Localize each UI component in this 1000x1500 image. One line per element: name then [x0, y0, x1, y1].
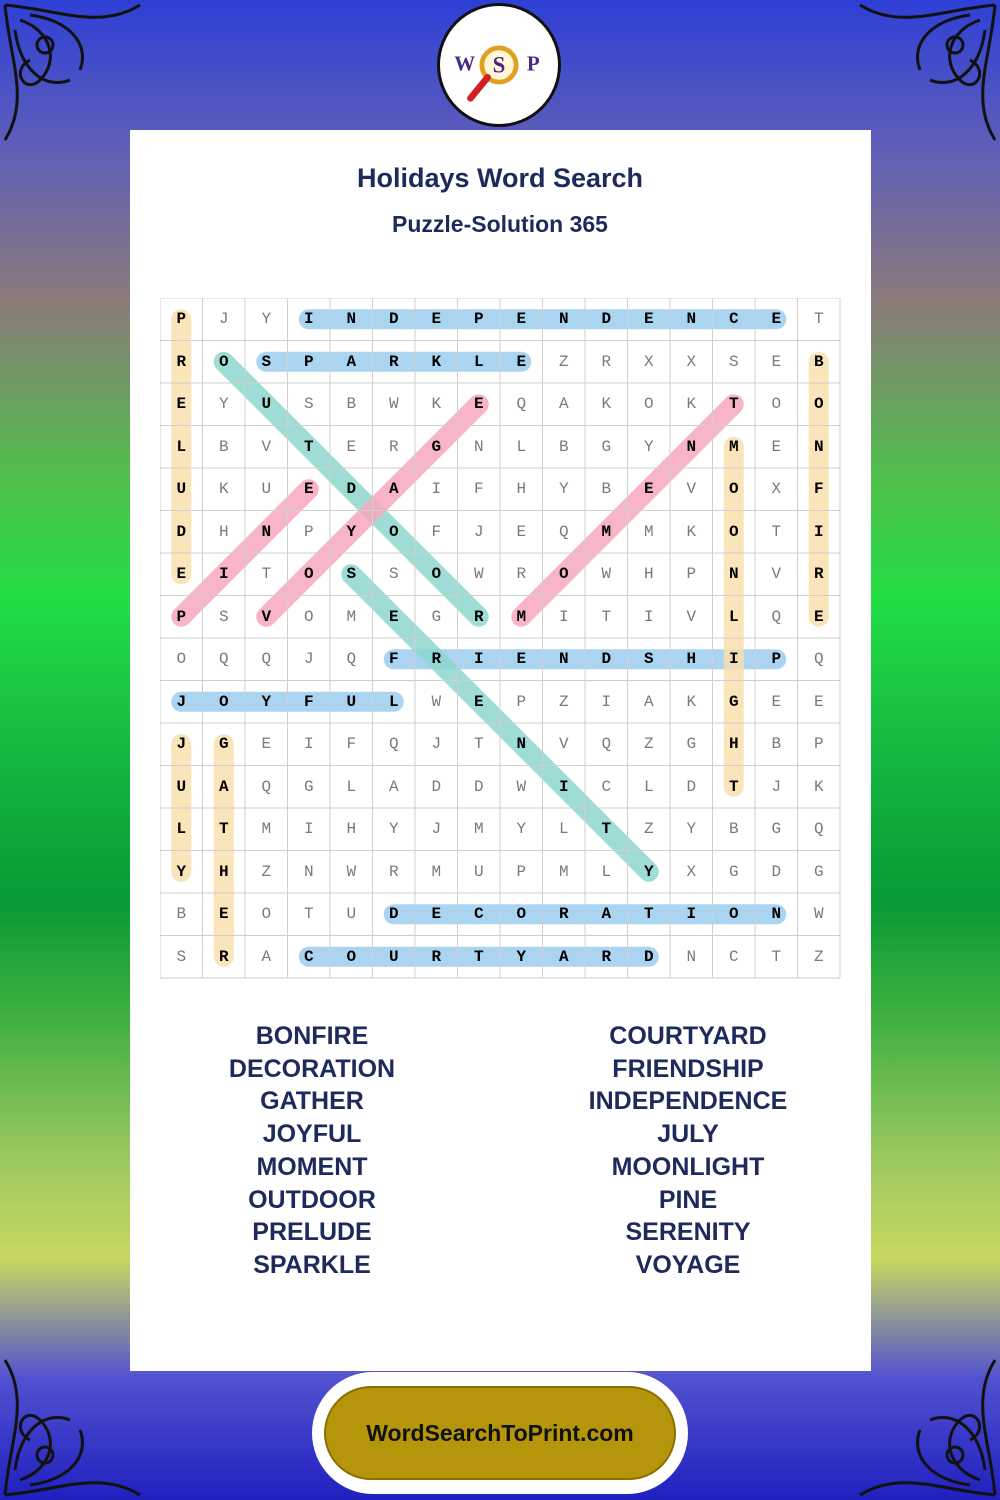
grid-letter: O	[303, 607, 314, 626]
grid-letter: E	[516, 522, 527, 541]
grid-letter: J	[473, 522, 484, 541]
grid-letter: T	[771, 947, 782, 966]
page-title: Holidays Word Search	[356, 163, 644, 193]
word-list-left	[152, 1020, 472, 1282]
word-list-item: BONFIRE	[255, 1022, 369, 1050]
grid-letter: T	[601, 607, 612, 626]
grid-letter: K	[601, 395, 612, 414]
grid-letter: M	[261, 820, 272, 839]
grid-letter: O	[771, 395, 782, 414]
grid-letter: D	[388, 310, 399, 329]
grid-letter: B	[346, 395, 357, 414]
grid-letter: I	[303, 310, 314, 329]
word-list-item: COURTYARD	[609, 1022, 767, 1050]
word-list-right	[528, 1020, 848, 1282]
grid-letter: R	[601, 352, 612, 371]
grid-letter: A	[643, 692, 654, 711]
grid-letter: N	[686, 437, 697, 456]
grid-letter: R	[176, 352, 187, 371]
grid-letter: G	[431, 607, 442, 626]
grid-letter: W	[431, 692, 442, 711]
grid-letter: H	[516, 480, 527, 499]
grid-letter: Q	[601, 735, 612, 754]
grid-letter: L	[473, 352, 484, 371]
grid-letter: R	[388, 862, 399, 881]
grid-letter: N	[813, 437, 824, 456]
grid-letter: R	[558, 905, 569, 924]
grid-letter: P	[516, 862, 527, 881]
grid-letter: I	[473, 650, 484, 669]
grid-letter: Z	[813, 947, 824, 966]
grid-letter: E	[346, 437, 357, 456]
grid-letter: X	[686, 862, 697, 881]
grid-letter: Y	[686, 820, 697, 839]
grid-letter: E	[643, 480, 654, 499]
grid-letter: Q	[388, 735, 399, 754]
grid-letter: T	[771, 522, 782, 541]
grid-letter: I	[303, 820, 314, 839]
grid-letter: K	[218, 480, 229, 499]
grid-letter: I	[643, 607, 654, 626]
grid-letter: J	[431, 820, 442, 839]
grid-letter: Y	[516, 820, 527, 839]
magnifier-logo-icon	[440, 6, 558, 124]
grid-letter: P	[813, 735, 824, 754]
grid-letter: X	[686, 352, 697, 371]
grid-letter: P	[686, 565, 697, 584]
grid-letter: Y	[346, 522, 357, 541]
word-list-item: PINE	[658, 1185, 718, 1214]
grid-letter: Z	[558, 352, 569, 371]
grid-letter: Y	[261, 310, 272, 329]
grid-letter: I	[218, 565, 229, 584]
grid-letter: S	[261, 352, 272, 371]
grid-letter: V	[558, 735, 569, 754]
grid-letter: D	[388, 905, 399, 924]
grid-letter: N	[303, 862, 314, 881]
grid-letter: D	[601, 650, 612, 669]
grid-letter: Y	[516, 947, 527, 966]
grid-letter: Y	[643, 862, 654, 881]
grid-letter: C	[601, 777, 612, 796]
grid-letter: T	[303, 905, 314, 924]
grid-letter: U	[261, 480, 272, 499]
grid-letter: C	[728, 947, 739, 966]
grid-letter: O	[516, 905, 527, 924]
grid-letter: M	[346, 607, 357, 626]
grid-letter: Z	[261, 862, 272, 881]
logo-letter-w: W	[454, 51, 476, 76]
word-list-item: FRIENDSHIP	[612, 1054, 764, 1083]
grid-letter: Q	[516, 395, 527, 414]
grid-letter: J	[431, 735, 442, 754]
grid-letter: C	[473, 905, 484, 924]
grid-letter: A	[346, 352, 357, 371]
grid-letter: C	[303, 947, 314, 966]
grid-letter: R	[516, 565, 527, 584]
grid-letter: G	[728, 692, 739, 711]
grid-letter: T	[728, 777, 739, 796]
grid-letter: G	[601, 437, 612, 456]
grid-letter: A	[558, 947, 569, 966]
grid-letter: V	[261, 607, 272, 626]
grid-letter: C	[728, 310, 739, 329]
grid-letter: L	[346, 777, 357, 796]
grid-letter: R	[388, 352, 399, 371]
grid-letter: F	[388, 650, 399, 669]
grid-letter: F	[303, 692, 314, 711]
grid-letter: S	[218, 607, 229, 626]
grid-letter: K	[686, 692, 697, 711]
grid-letter: L	[643, 777, 654, 796]
grid-letter: B	[218, 437, 229, 456]
grid-letter: Q	[813, 650, 824, 669]
site-logo	[437, 3, 561, 127]
grid-letter: H	[218, 862, 229, 881]
grid-letter: R	[431, 947, 442, 966]
grid-letter: T	[813, 310, 824, 329]
grid-letter: N	[261, 522, 272, 541]
grid-letter: E	[431, 310, 442, 329]
grid-letter: O	[303, 565, 314, 584]
word-list-item: MOONLIGHT	[611, 1152, 765, 1181]
grid-letter: E	[643, 310, 654, 329]
grid-letter: O	[728, 905, 739, 924]
ornament-corner-top-left-icon	[0, 0, 150, 150]
grid-letter: N	[686, 947, 697, 966]
grid-letter: O	[176, 650, 187, 669]
grid-letter: J	[771, 777, 782, 796]
grid-letter: E	[431, 905, 442, 924]
grid-letter: P	[176, 607, 187, 626]
word-list-item: GATHER	[260, 1087, 364, 1116]
grid-letter: Z	[643, 820, 654, 839]
grid-letter: G	[303, 777, 314, 796]
grid-letter: B	[558, 437, 569, 456]
grid-letter: O	[218, 352, 229, 371]
website-link-button[interactable]: WordSearchToPrint.com	[324, 1386, 676, 1480]
grid-letter: Z	[558, 692, 569, 711]
grid-letter: H	[728, 735, 739, 754]
grid-letter: N	[516, 735, 527, 754]
ornament-corner-top-right-icon	[850, 0, 1000, 150]
word-list-item: OUTDOOR	[248, 1185, 376, 1214]
grid-letter: L	[176, 437, 187, 456]
grid-letter: E	[261, 735, 272, 754]
word-list-item: PRELUDE	[252, 1218, 372, 1247]
grid-letter: G	[218, 735, 229, 754]
grid-letter: D	[346, 480, 357, 499]
grid-letter: P	[303, 352, 314, 371]
grid-letter: A	[601, 905, 612, 924]
grid-letter: N	[686, 310, 697, 329]
grid-letter: F	[431, 522, 442, 541]
grid-letter: G	[771, 820, 782, 839]
grid-letter: I	[431, 480, 442, 499]
grid-letter: O	[346, 947, 357, 966]
grid-letter: M	[558, 862, 569, 881]
logo-letter-s: S	[492, 52, 506, 78]
grid-letter: E	[813, 692, 824, 711]
grid-letter: T	[601, 820, 612, 839]
ornament-corner-bottom-left-icon	[0, 1350, 150, 1500]
grid-letter: G	[728, 862, 739, 881]
grid-letter: S	[728, 352, 739, 371]
grid-letter: I	[686, 905, 697, 924]
grid-letter: D	[771, 862, 782, 881]
word-list-item: JOYFUL	[262, 1120, 362, 1149]
grid-letter: T	[473, 735, 484, 754]
grid-letter: T	[218, 820, 229, 839]
word-list-item: SPARKLE	[253, 1250, 371, 1279]
grid-letter: A	[388, 777, 399, 796]
grid-letter: O	[558, 565, 569, 584]
grid-letter: F	[346, 735, 357, 754]
grid-letter: I	[728, 650, 739, 669]
grid-letter: M	[516, 607, 527, 626]
grid-letter: H	[218, 522, 229, 541]
word-list-item: DECORATION	[228, 1054, 396, 1083]
grid-letter: F	[473, 480, 484, 499]
grid-letter: M	[473, 820, 484, 839]
word-list-item: SERENITY	[625, 1218, 751, 1247]
grid-letter: E	[303, 480, 314, 499]
grid-letter: S	[303, 395, 314, 414]
grid-letter: Y	[176, 862, 187, 881]
grid-letter: M	[431, 862, 442, 881]
grid-letter: E	[813, 607, 824, 626]
grid-letter: W	[601, 565, 612, 584]
grid-letter: Z	[643, 735, 654, 754]
grid-letter: R	[388, 437, 399, 456]
grid-letter: A	[388, 480, 399, 499]
grid-letter: R	[601, 947, 612, 966]
grid-letter: V	[771, 565, 782, 584]
grid-letter: R	[218, 947, 229, 966]
grid-letter: E	[771, 352, 782, 371]
grid-letter: X	[771, 480, 782, 499]
grid-letter: J	[176, 692, 187, 711]
grid-letter: Y	[643, 437, 654, 456]
grid-letter: K	[813, 777, 824, 796]
grid-letter: X	[643, 352, 654, 371]
grid-letter: K	[686, 522, 697, 541]
grid-letter: G	[686, 735, 697, 754]
grid-letter: Q	[771, 607, 782, 626]
grid-letter: H	[686, 650, 697, 669]
grid-letter: P	[516, 692, 527, 711]
grid-letter: O	[218, 692, 229, 711]
grid-letter: V	[686, 607, 697, 626]
grid-letter: E	[771, 310, 782, 329]
grid-letter: D	[601, 310, 612, 329]
grid-letter: K	[686, 395, 697, 414]
grid-letter: S	[643, 650, 654, 669]
grid-letter: L	[558, 820, 569, 839]
grid-letter: E	[771, 692, 782, 711]
grid-letter: O	[388, 522, 399, 541]
grid-letter: Y	[558, 480, 569, 499]
grid-letter: V	[261, 437, 272, 456]
grid-letter: J	[218, 310, 229, 329]
grid-letter: E	[176, 565, 187, 584]
grid-letter: W	[346, 862, 357, 881]
grid-letter: P	[303, 522, 314, 541]
grid-letter: Q	[261, 650, 272, 669]
grid-letter: H	[643, 565, 654, 584]
grid-letter: E	[473, 692, 484, 711]
grid-letter: Y	[218, 395, 229, 414]
grid-letter: U	[176, 777, 187, 796]
grid-letter: B	[601, 480, 612, 499]
grid-letter: K	[431, 352, 442, 371]
grid-letter: N	[558, 310, 569, 329]
grid-letter: R	[473, 607, 484, 626]
grid-letter: L	[516, 437, 527, 456]
grid-letter: G	[431, 437, 442, 456]
word-list-item: MOMENT	[256, 1152, 368, 1181]
logo-letter-p: P	[526, 51, 540, 76]
page-subtitle: Puzzle-Solution 365	[392, 211, 608, 237]
grid-letter: E	[516, 650, 527, 669]
grid-letter: M	[728, 437, 739, 456]
grid-letter: B	[813, 352, 824, 371]
grid-letter: Y	[388, 820, 399, 839]
grid-letter: R	[431, 650, 442, 669]
grid-letter: E	[516, 352, 527, 371]
grid-letter: H	[346, 820, 357, 839]
grid-letter: L	[388, 692, 399, 711]
grid-letter: J	[303, 650, 314, 669]
grid-letter: N	[346, 310, 357, 329]
word-list-item: INDEPENDENCE	[588, 1087, 788, 1116]
grid-letter: S	[388, 565, 399, 584]
grid-letter: Q	[218, 650, 229, 669]
grid-letter: P	[176, 310, 187, 329]
grid-letter: A	[558, 395, 569, 414]
grid-letter: T	[261, 565, 272, 584]
grid-letter: N	[728, 565, 739, 584]
grid-letter: T	[643, 905, 654, 924]
grid-letter: S	[346, 565, 357, 584]
grid-letter: L	[728, 607, 739, 626]
grid-letter: Q	[346, 650, 357, 669]
grid-letter: N	[558, 650, 569, 669]
grid-letter: U	[261, 395, 272, 414]
grid-letter: L	[176, 820, 187, 839]
grid-letter: Q	[261, 777, 272, 796]
grid-letter: T	[303, 437, 314, 456]
grid-letter: Q	[558, 522, 569, 541]
grid-letter: E	[473, 395, 484, 414]
grid-letter: T	[473, 947, 484, 966]
grid-letter: D	[643, 947, 654, 966]
letter-grid	[160, 298, 841, 979]
grid-cells	[160, 298, 841, 979]
grid-letter: T	[728, 395, 739, 414]
grid-letter: N	[473, 437, 484, 456]
grid-letter: I	[303, 735, 314, 754]
grid-letter: S	[176, 947, 187, 966]
grid-letter: E	[218, 905, 229, 924]
grid-letter: M	[643, 522, 654, 541]
grid-letter: D	[431, 777, 442, 796]
grid-letter: R	[813, 565, 824, 584]
grid-letter: W	[813, 905, 824, 924]
grid-letter: I	[558, 777, 569, 796]
grid-letter: W	[516, 777, 527, 796]
grid-letter: U	[346, 905, 357, 924]
grid-letter: I	[601, 692, 612, 711]
grid-letter: Y	[261, 692, 272, 711]
grid-letter: M	[601, 522, 612, 541]
grid-letter: K	[431, 395, 442, 414]
grid-letter: E	[176, 395, 187, 414]
grid-letter: A	[261, 947, 272, 966]
grid-letter: N	[771, 905, 782, 924]
grid-letter: W	[388, 395, 399, 414]
grid-letter: E	[771, 437, 782, 456]
grid-letter: F	[813, 480, 824, 499]
grid-letter: L	[601, 862, 612, 881]
grid-letter: U	[473, 862, 484, 881]
grid-letter: Q	[813, 820, 824, 839]
grid-letter: U	[388, 947, 399, 966]
grid-letter: B	[176, 905, 187, 924]
grid-letter: O	[813, 395, 824, 414]
grid-letter: D	[176, 522, 187, 541]
grid-letter: O	[261, 905, 272, 924]
grid-letter: W	[473, 565, 484, 584]
grid-letter: U	[176, 480, 187, 499]
grid-letter: O	[431, 565, 442, 584]
word-list-item: JULY	[657, 1120, 719, 1149]
grid-letter: I	[813, 522, 824, 541]
grid-letter: V	[686, 480, 697, 499]
grid-letter: O	[643, 395, 654, 414]
grid-letter: J	[176, 735, 187, 754]
grid-letter: B	[728, 820, 739, 839]
grid-letter: E	[516, 310, 527, 329]
grid-letter: D	[686, 777, 697, 796]
ornament-corner-bottom-right-icon	[850, 1350, 1000, 1500]
grid-letter: O	[728, 480, 739, 499]
grid-letter: P	[473, 310, 484, 329]
word-list-item: VOYAGE	[635, 1250, 741, 1279]
grid-letter: A	[218, 777, 229, 796]
grid-letter: I	[558, 607, 569, 626]
grid-letter: O	[728, 522, 739, 541]
grid-letter: U	[346, 692, 357, 711]
grid-letter: G	[813, 862, 824, 881]
grid-letter: E	[388, 607, 399, 626]
grid-letter: P	[771, 650, 782, 669]
grid-letter: D	[473, 777, 484, 796]
grid-letter: B	[771, 735, 782, 754]
